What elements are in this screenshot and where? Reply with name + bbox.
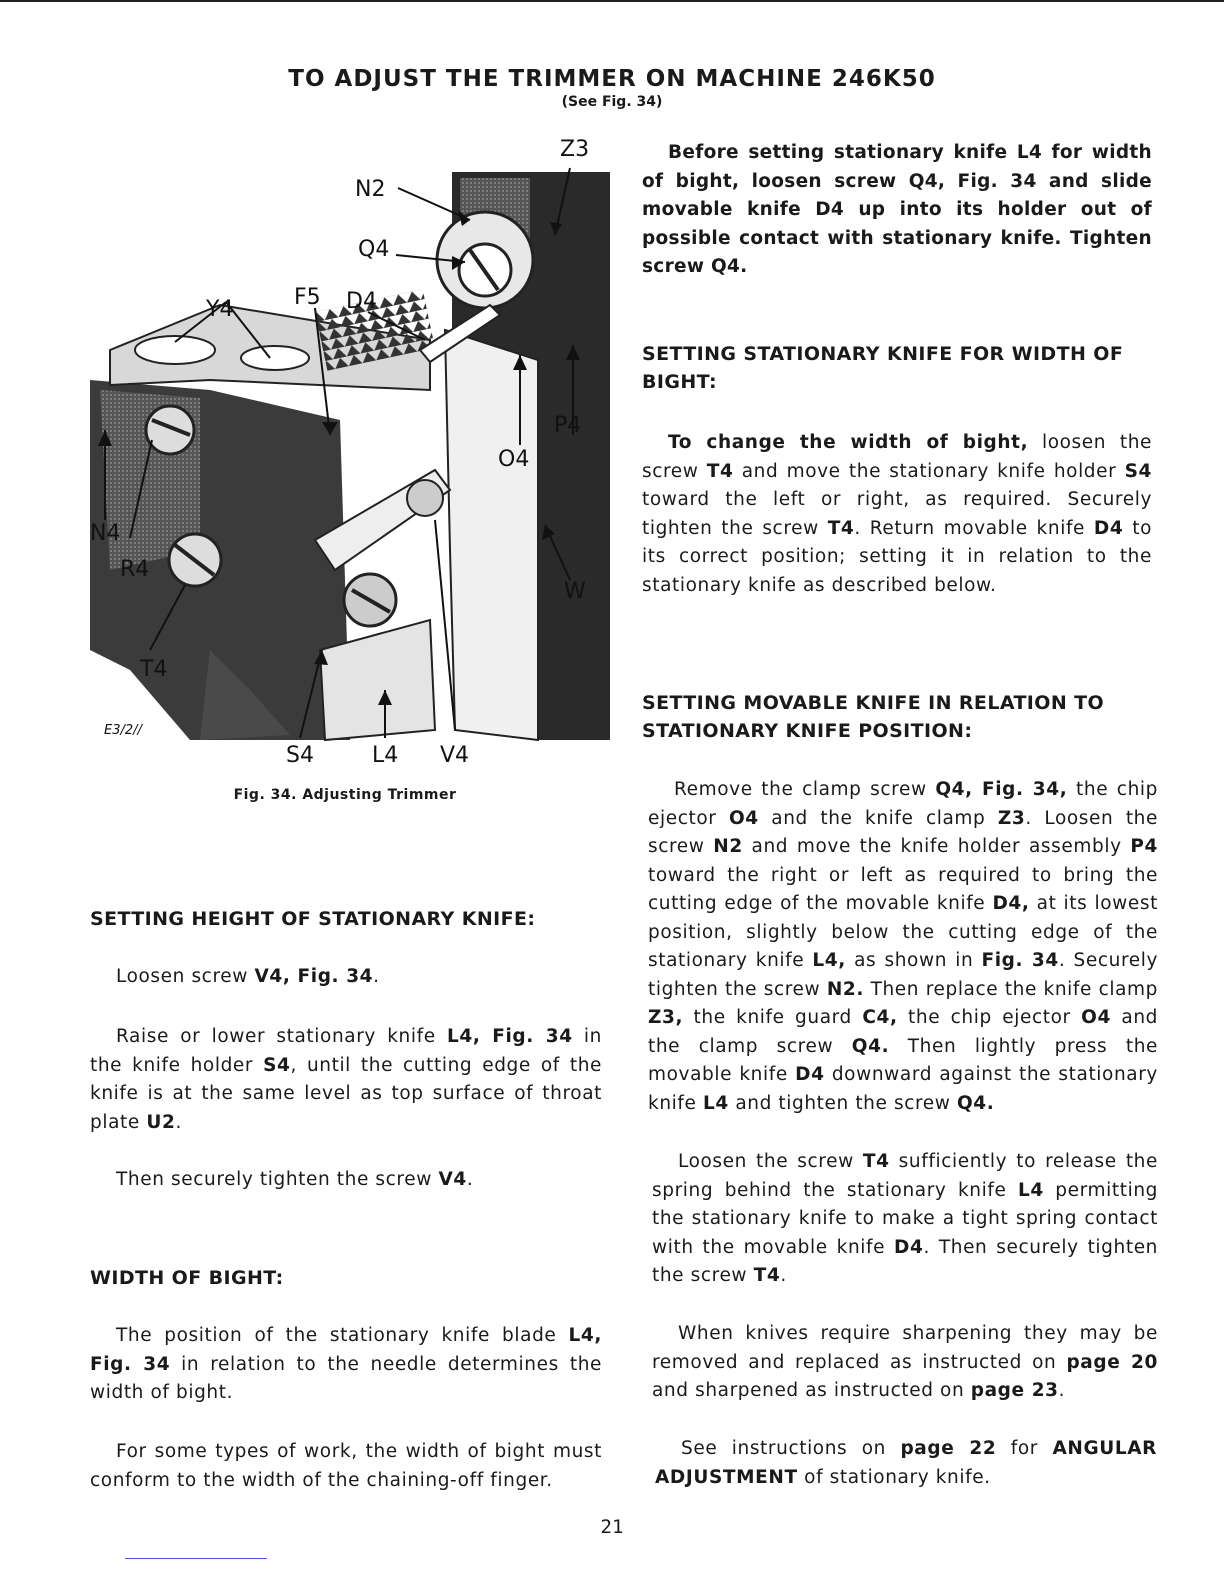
label-s4: S4: [286, 743, 314, 768]
trimmer-illustration: [90, 130, 610, 770]
label-v4: V4: [440, 743, 470, 768]
figure-caption: Fig. 34. Adjusting Trimmer: [233, 787, 457, 803]
label-y4: Y4: [206, 297, 234, 322]
left-paragraph-2: Raise or lower stationary knife L4, Fig. 34 in the knife holder S4, until the cutting edge of the knife is at the same level as top surface of throat plate U2.: [90, 1026, 603, 1133]
page-number: 21: [600, 1516, 624, 1538]
heading-width-of-bight: WIDTH OF BIGHT:: [90, 1267, 284, 1289]
left-paragraph-5: For some types of work, the width of bight must conform to the width of the chaining-off finger.: [90, 1441, 602, 1491]
right-paragraph-3: Loosen the screw T4 sufficiently to release the spring behind the stationary knife L4 permitting the stationary knife to make a tight spring contact with the movable knife D4. Then securely tighten the screw T4.: [652, 1151, 1159, 1286]
bottom-rule: [125, 1558, 267, 1559]
label-o4: O4: [498, 447, 530, 472]
figure-code: E3/2//: [104, 723, 142, 738]
top-rule: [0, 0, 1224, 2]
label-f5: F5: [294, 285, 321, 310]
label-q4: Q4: [358, 237, 390, 262]
right-paragraph-2: Remove the clamp screw Q4, Fig. 34, the chip ejector O4 and the knife clamp Z3. Loosen the screw N2 and move the knife holder assembly P4 toward the right or left as required to bring the cutting edge of the movable knife D4, at its lowest position, slightly below the cutting edge of the stationary knife L4, as shown in Fig. 34. Securely tighten the screw N2. Then replace the knife clamp Z3, the knife guard C4, the chip ejector O4 and the clamp screw Q4. Then lightly press the movable knife D4 downward against the stationary knife L4 and tighten the screw Q4.: [648, 779, 1159, 1114]
heading-setting-movable-knife: SETTING MOVABLE KNIFE IN RELATION TO STATIONARY KNIFE POSITION:: [642, 692, 1105, 742]
label-d4: D4: [346, 289, 377, 314]
heading-height-stationary-knife: SETTING HEIGHT OF STATIONARY KNIFE:: [90, 908, 536, 930]
label-w: W: [564, 579, 586, 604]
label-p4: P4: [554, 413, 582, 438]
label-z3: Z3: [560, 137, 590, 162]
left-paragraph-3: Then securely tighten the screw V4.: [116, 1169, 474, 1190]
left-paragraph-1: Loosen screw V4, Fig. 34.: [116, 966, 380, 987]
page-title: TO ADJUST THE TRIMMER ON MACHINE 246K50: [288, 66, 936, 92]
right-paragraph-5: See instructions on page 22 for ANGULAR ADJUSTMENT of stationary knife.: [655, 1438, 1158, 1488]
right-paragraph-4: When knives require sharpening they may be removed and replaced as instructed on page 20 and sharpened as instructed on page 23.: [652, 1323, 1159, 1401]
label-t4: T4: [140, 657, 168, 682]
right-intro-paragraph: Before setting stationary knife L4 for width of bight, loosen screw Q4, Fig. 34 and slide movable knife D4 up into its holder out of possible contact with stationary knife. Tighten screw Q4.: [642, 142, 1152, 277]
right-paragraph-1: To change the width of bight, loosen the screw T4 and move the stationary knife holder S4 toward the left or right, as required. Securely tighten the screw T4. Return movable knife D4 to its correct position; setting it in relation to the stationary knife as described below.: [642, 432, 1152, 596]
label-n2: N2: [355, 177, 386, 202]
label-n4: N4: [90, 521, 121, 546]
left-paragraph-4: The position of the stationary knife blade L4, Fig. 34 in relation to the needle determines the width of bight.: [90, 1325, 602, 1403]
heading-setting-stationary-knife: SETTING STATIONARY KNIFE FOR WIDTH OF BIGHT:: [642, 343, 1124, 393]
see-figure-note: (See Fig. 34): [561, 94, 663, 110]
label-r4: R4: [120, 557, 150, 582]
figure-34: [90, 130, 610, 770]
label-l4: L4: [372, 743, 399, 768]
